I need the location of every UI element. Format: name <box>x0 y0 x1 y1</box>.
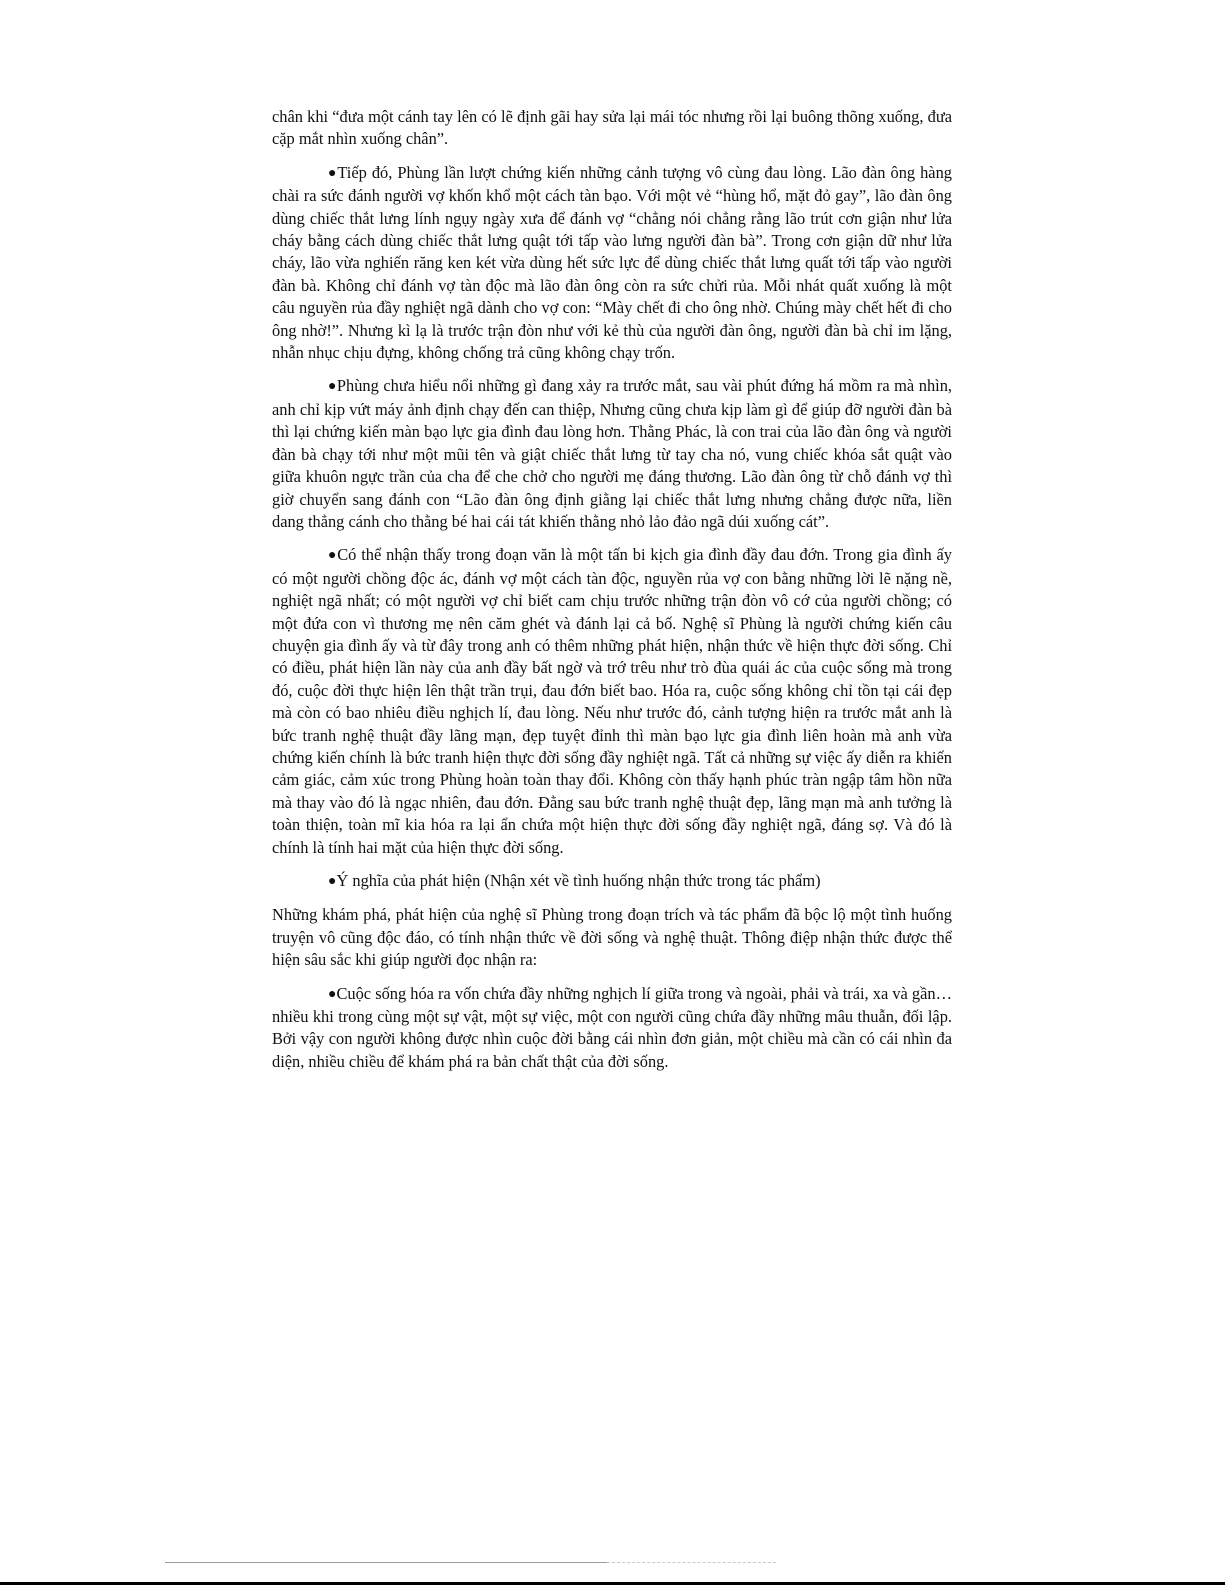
bullet-icon: ● <box>328 379 337 395</box>
paragraph-4-text: Có thể nhận thấy trong đoạn văn là một tấn bi kịch gia đình đầy đau đớn. Trong gia đình ấy có một người chồng độc ác, đánh vợ một cách tàn độc, nguyền rủa vợ con bằng những lời lẽ nặng nề, nghiệt ngã nhất; có một người vợ chỉ biết cam chịu trước những trận đòn vô cớ của người chồng; có một đứa con vì thương mẹ nên căm ghét và đánh lại cả bố. Nghệ sĩ Phùng là người chứng kiến câu chuyện gia đình ấy và từ đây trong anh có thêm những phát hiện, nhận thức về hiện thực đời sống. Chỉ có điều, phát hiện lần này của anh đầy bất ngờ và trớ trêu như trò đùa quái ác của cuộc sống mà trong đó, cuộc đời thực hiện lên thật trần trụi, đau đớn biết bao. Hóa ra, cuộc sống không chỉ tồn tại cái đẹp mà còn có bao nhiêu điều nghịch lí, đau lòng. Nếu như trước đó, cảnh tượng hiện ra trước mắt anh là bức tranh nghệ thuật đầy lãng mạn, đẹp tuyệt đỉnh thì màn bạo lực gia đình liên hoàn mà anh vừa chứng kiến chính là bức tranh hiện thực đời sống đầy nghiệt ngã. Tất cả những sự việc ấy diễn ra khiến cảm giác, cảm xúc trong Phùng hoàn toàn thay đổi. Không còn thấy hạnh phúc tràn ngập tâm hồn nữa mà thay vào đó là ngạc nhiên, đau đớn. Đằng sau bức tranh nghệ thuật đẹp, lãng mạn mà anh tưởng là toàn thiện, toàn mĩ kia hóa ra lại ẩn chứa một hiện thực đời sống đầy nghiệt ngã, đáng sợ. Và đó là chính là tính hai mặt của hiện thực đời sống. <box>272 545 952 857</box>
paragraph-5-text: Ý nghĩa của phát hiện (Nhận xét về tình huống nhận thức trong tác phẩm) <box>336 871 821 890</box>
paragraph-1-text: chân khi “đưa một cánh tay lên có lẽ định gãi hay sửa lại mái tóc nhưng rồi lại buông thõng xuống, đưa cặp mắt nhìn xuống chân”. <box>272 107 952 149</box>
paragraph-1 <box>272 106 952 151</box>
bullet-icon: ● <box>328 165 338 181</box>
paragraph-7-text: Cuộc sống hóa ra vốn chứa đầy những nghịch lí giữa trong và ngoài, phải và trái, xa và gần… nhiều khi trong cùng một sự vật, một sự việc, một con người cũng chứa đầy những mâu thuẫn, đối lập. Bởi vậy con người không được nhìn cuộc đời bằng cái nhìn đơn giản, một chiều mà cần có cái nhìn đa diện, nhiều chiều để khám phá ra bản chất thật của đời sống. <box>272 983 952 1071</box>
paragraph-3-text: Phùng chưa hiểu nổi những gì đang xảy ra trước mắt, sau vài phút đứng há mồm ra mà nhìn, anh chỉ kịp vứt máy ảnh định chạy đến can thiệp, Nhưng cũng chưa kịp làm gì để giúp đỡ người đàn bà thì lại chứng kiến màn bạo lực gia đình đau lòng hơn. Thằng Phác, là con trai của lão đàn ông và người đàn bà chạy tới như một mũi tên và giật chiếc thắt lưng từ tay cha nó, vung chiếc khóa sắt quật vào giữa khuôn ngực trần của cha để che chở cho người mẹ đáng thương. Lão đàn ông từ chỗ đánh vợ thì giờ chuyển sang đánh con “Lão đàn ông định giằng lại chiếc thắt lưng nhưng chẳng được nữa, liền dang thẳng cánh cho thằng bé hai cái tát khiến thằng nhỏ lảo đảo ngã dúi xuống cát”. <box>272 376 952 531</box>
bullet-icon: ● <box>328 874 337 889</box>
paragraph-6 <box>272 904 952 971</box>
paragraph-4 <box>272 544 952 859</box>
paragraph-5-heading <box>272 870 952 893</box>
bullet-icon: ● <box>328 548 338 564</box>
footer-divider-dashed <box>607 1562 776 1563</box>
paragraph-6-text: Những khám phá, phát hiện của nghệ sĩ Phùng trong đoạn trích và tác phẩm đã bộc lộ một tình huống truyện vô cũng độc đáo, có tính nhận thức về đời sống và nghệ thuật. Thông điệp nhận thức được thể hiện sâu sắc khi giúp người đọc nhận ra: <box>272 905 952 970</box>
document-body <box>272 106 952 1084</box>
footer-divider <box>165 1562 607 1563</box>
paragraph-7 <box>272 983 952 1074</box>
paragraph-2 <box>272 162 952 365</box>
paragraph-2-text: Tiếp đó, Phùng lần lượt chứng kiến những cảnh tượng vô cùng đau lòng. Lão đàn ông hàng chài ra sức đánh người vợ khốn khổ một cách tàn bạo. Với một vẻ “hùng hổ, mặt đỏ gay”, lão đàn ông dùng chiếc thắt lưng lính ngụy ngày xưa để đánh vợ “chẳng nói chẳng rằng lão trút cơn giận như lửa cháy bằng cách dùng chiếc thắt lưng quật tới tấp vào lưng người đàn bà”. Trong cơn giận dữ như lửa cháy, lão vừa nghiến răng ken két vừa dùng hết sức lực để dùng chiếc thắt lưng quất tới tấp vào người đàn bà. Không chỉ đánh vợ tàn độc mà lão đàn ông còn ra sức chửi rủa. Mỗi nhát quất xuống là một câu nguyền rủa đầy nghiệt ngã dành cho vợ con: “Mày chết đi cho ông nhờ. Chúng mày chết hết đi cho ông nhờ!”. Nhưng kì lạ là trước trận đòn như với kẻ thù của người đàn ông, người đàn bà chỉ im lặng, nhẫn nhục chịu đựng, không chống trả cũng không chạy trốn. <box>272 162 952 363</box>
bullet-icon: ● <box>328 986 337 1002</box>
paragraph-3 <box>272 375 952 533</box>
